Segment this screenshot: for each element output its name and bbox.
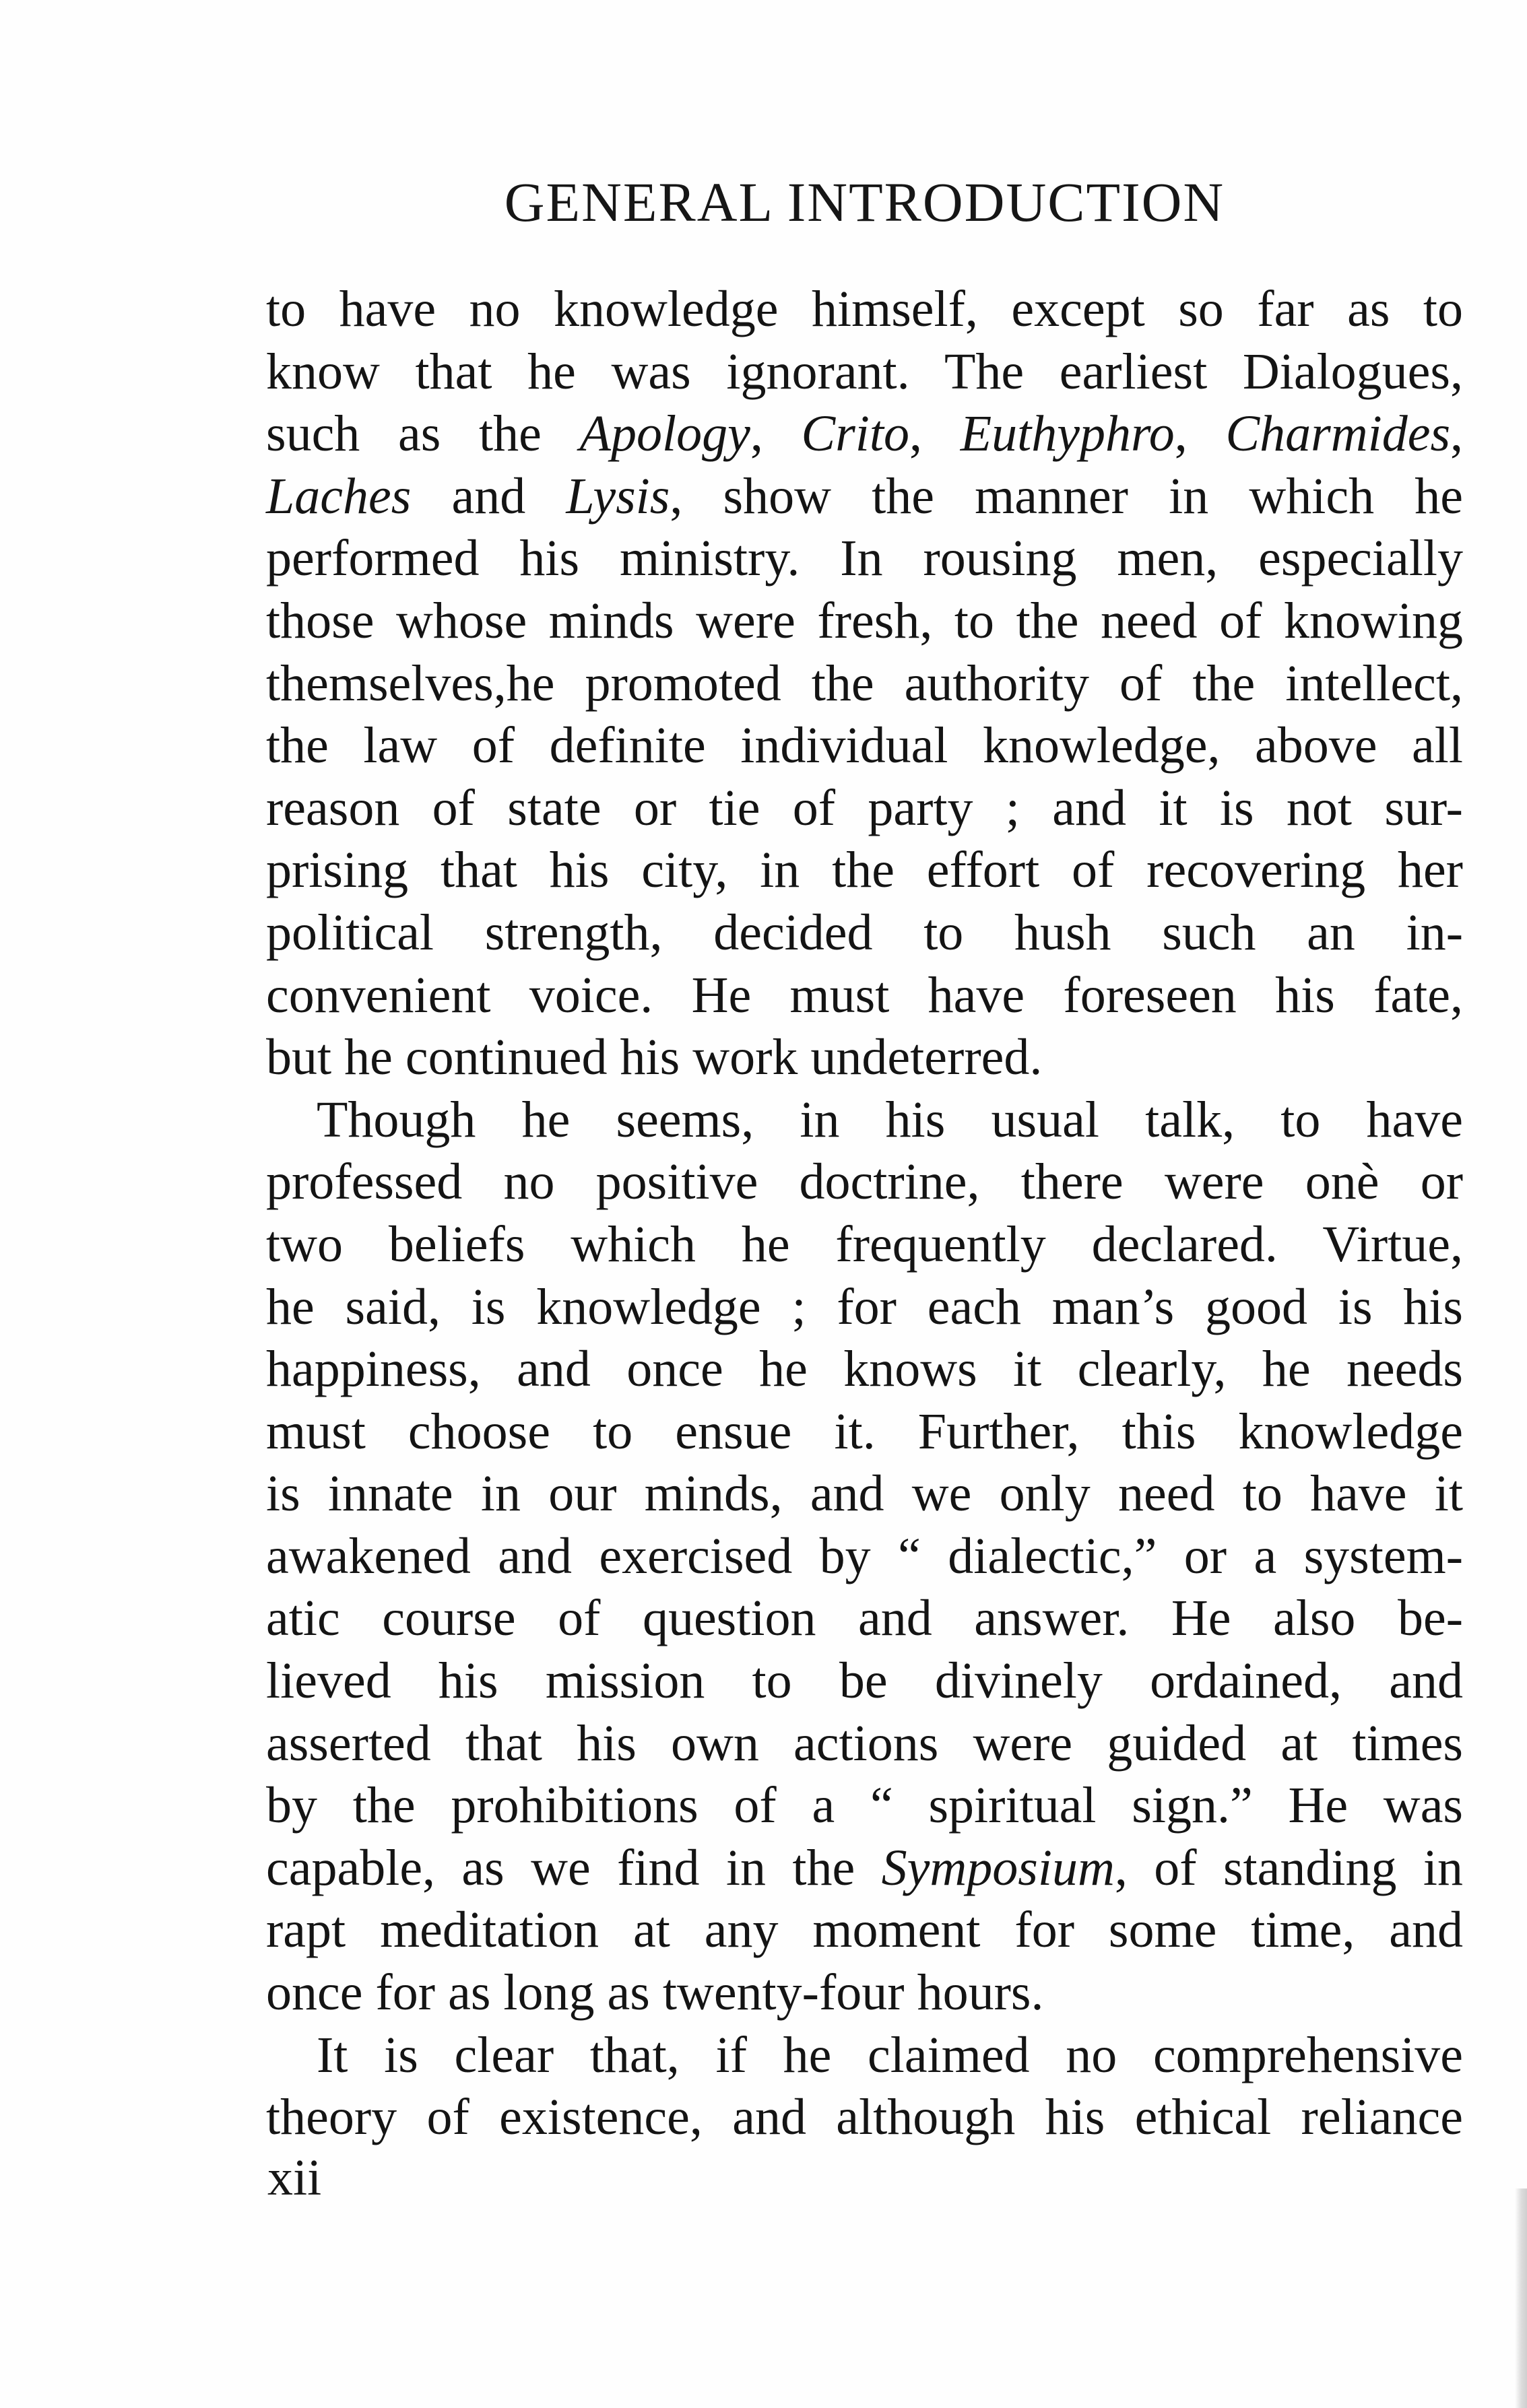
text-segment: , show the manner in which he: [670, 467, 1464, 525]
text-line-content: [266, 278, 1463, 341]
text-line-content: [266, 839, 1463, 902]
text-line: [266, 839, 1463, 902]
text-segment: ,: [909, 405, 961, 463]
text-line-content: [266, 590, 1463, 653]
text-line: [266, 2024, 1463, 2087]
text-line-content: [266, 2086, 1463, 2149]
text-line: [266, 403, 1463, 465]
text-segment: two beliefs which he frequently declared. Virtue,: [266, 1215, 1463, 1273]
text-segment: Though he seems, in his usual talk, to have: [317, 1091, 1463, 1148]
text-line: [266, 653, 1463, 715]
text-line: [266, 1587, 1463, 1650]
text-line: [266, 1463, 1463, 1525]
text-line-content: [317, 2024, 1463, 2087]
text-line-content: [266, 465, 1463, 528]
text-line-content: [266, 714, 1463, 777]
text-segment: ,: [1174, 405, 1226, 463]
text-line-content: [266, 403, 1463, 465]
text-line: [266, 1837, 1463, 1900]
text-line-content: [266, 1899, 1463, 1962]
text-segment: theory of existence, and although his ethical reliance: [266, 2089, 1463, 2146]
text-segment: once for as long as twenty-four hours.: [266, 1964, 1044, 2021]
text-line: [266, 2086, 1463, 2149]
text-segment: lieved his mission to be divinely ordained, and: [266, 1652, 1463, 1710]
body-text: [266, 278, 1463, 2149]
text-line: [266, 278, 1463, 341]
text-segment: and: [411, 467, 566, 525]
text-segment: is innate in our minds, and we only need to have it: [266, 1465, 1463, 1523]
text-segment: but he continued his work undeterred.: [266, 1029, 1043, 1086]
text-line: [266, 1213, 1463, 1276]
text-segment: ,: [750, 405, 802, 463]
italic-work-title: Crito: [801, 405, 910, 463]
text-segment: professed no positive doctrine, there were onè or: [266, 1153, 1463, 1211]
text-line: [266, 465, 1463, 528]
text-segment: ,: [1450, 405, 1464, 463]
text-line-content: [266, 1962, 1463, 2024]
text-line-content: [266, 964, 1463, 1027]
text-segment: must choose to ensue it. Further, this knowledge: [266, 1403, 1463, 1460]
text-line: [266, 527, 1463, 590]
text-segment: reason of state or tie of party ; and it is not sur-: [266, 779, 1463, 836]
text-segment: political strength, decided to hush such an in-: [266, 904, 1463, 961]
text-line-content: [266, 341, 1463, 403]
italic-work-title: Euthyphro: [960, 405, 1175, 463]
text-line: [266, 1338, 1463, 1401]
text-line: [266, 590, 1463, 653]
text-line-content: [266, 1587, 1463, 1650]
text-line: [266, 1712, 1463, 1775]
text-segment: know that he was ignorant. The earliest Dialogues,: [266, 343, 1463, 400]
running-head: [266, 170, 1463, 234]
text-line: [266, 902, 1463, 964]
text-segment: convenient voice. He must have foreseen his fate,: [266, 966, 1463, 1024]
text-line: [266, 1650, 1463, 1712]
text-line: [266, 1525, 1463, 1588]
text-line: [266, 1899, 1463, 1962]
text-line-content: [317, 1089, 1463, 1151]
text-segment: he said, is knowledge ; for each man’s good is his: [266, 1278, 1463, 1335]
text-segment: prising that his city, in the effort of recovering her: [266, 842, 1463, 899]
text-line-content: [266, 527, 1463, 590]
italic-work-title: Apology: [579, 405, 750, 463]
text-line: [266, 1962, 1463, 2024]
text-line-content: [266, 1712, 1463, 1775]
italic-work-title: Symposium: [881, 1839, 1115, 1896]
text-line-content: [266, 1026, 1463, 1089]
text-line: [266, 964, 1463, 1027]
text-line-content: [266, 1276, 1463, 1339]
text-line-content: [266, 1151, 1463, 1213]
text-segment: those whose minds were fresh, to the need of knowing: [266, 592, 1463, 649]
text-line: [266, 1089, 1463, 1151]
text-segment: themselves,he promoted the authority of the intellect,: [266, 655, 1463, 712]
text-line-content: [266, 1774, 1463, 1837]
text-line-content: [266, 1401, 1463, 1463]
text-line: [266, 1026, 1463, 1089]
text-segment: the law of definite individual knowledge, above all: [266, 717, 1463, 774]
text-segment: such as the: [266, 405, 580, 463]
text-segment: atic course of question and answer. He also be-: [266, 1590, 1463, 1647]
italic-work-title: Lysis: [566, 467, 670, 525]
text-segment: It is clear that, if he claimed no comprehensive: [317, 2026, 1463, 2083]
page-number: xii: [267, 2149, 322, 2206]
text-segment: to have no knowledge himself, except so far as to: [266, 281, 1463, 337]
text-segment: rapt meditation at any moment for some time, and: [266, 1902, 1463, 1959]
page-edge-shadow: [1515, 2188, 1527, 2408]
text-line-content: [266, 902, 1463, 964]
text-line-content: [266, 1463, 1463, 1525]
text-line: [266, 1151, 1463, 1213]
text-line-content: [266, 777, 1463, 840]
italic-work-title: Laches: [266, 467, 412, 525]
text-line: [266, 777, 1463, 840]
text-line-content: [266, 653, 1463, 715]
text-line-content: [266, 1650, 1463, 1712]
italic-work-title: Charmides: [1225, 405, 1451, 463]
text-line-content: [266, 1338, 1463, 1401]
text-line-content: [266, 1837, 1463, 1900]
text-segment: happiness, and once he knows it clearly, he needs: [266, 1341, 1463, 1398]
text-segment: , of standing in: [1114, 1839, 1463, 1896]
text-segment: awakened and exercised by “ dialectic,” or a system-: [266, 1527, 1463, 1584]
text-segment: performed his ministry. In rousing men, especially: [266, 530, 1463, 587]
text-line: [266, 1401, 1463, 1463]
text-line: [266, 714, 1463, 777]
text-segment: asserted that his own actions were guided at times: [266, 1714, 1463, 1772]
text-line: [266, 1774, 1463, 1837]
text-segment: capable, as we find in the: [266, 1839, 882, 1896]
text-segment: by the prohibitions of a “ spiritual sign.” He was: [266, 1777, 1463, 1834]
text-line: [266, 1276, 1463, 1339]
text-line-content: [266, 1213, 1463, 1276]
text-line-content: [266, 1525, 1463, 1588]
text-line: [266, 341, 1463, 403]
running-head-title: GENERAL INTRODUCTION: [504, 171, 1225, 233]
